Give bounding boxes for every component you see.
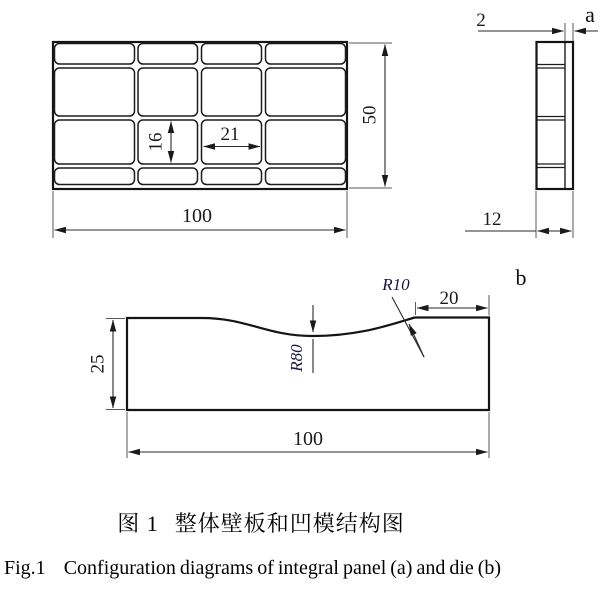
dimension-panel-depth	[465, 191, 573, 238]
panel-pocket	[138, 168, 198, 185]
dim-16-label: 16	[145, 132, 167, 152]
view-label-b: b	[515, 265, 527, 290]
panel-pocket	[55, 68, 135, 116]
dim-12-label: 12	[482, 209, 502, 230]
caption-chinese	[0, 507, 522, 538]
dimension-die-height	[87, 319, 125, 410]
panel-pocket	[55, 44, 135, 65]
dim-100-panel-label: 100	[182, 205, 212, 227]
dimension-die-width	[127, 412, 489, 458]
dim-25-label: 25	[87, 354, 109, 374]
panel-pocket	[202, 68, 262, 116]
panel-side-view	[537, 42, 574, 189]
callout-fillet-r10	[381, 275, 424, 357]
dim-21-label: 21	[220, 124, 240, 145]
dim-2-label: 2	[476, 10, 486, 31]
dim-100-die-label: 100	[293, 428, 323, 450]
panel-pocket	[266, 44, 346, 65]
die-profile	[127, 318, 489, 411]
caption-en-title: Configuration diagrams of integral panel (a) and die (b)	[63, 557, 502, 579]
view-label-a: a	[585, 2, 595, 27]
panel-pocket	[202, 44, 262, 65]
dimension-panel-width	[53, 191, 347, 238]
dimension-panel-height	[349, 43, 392, 188]
caption-en-number: Fig.1	[4, 557, 46, 579]
caption-zh-number: 图 1	[117, 511, 159, 536]
panel-pocket	[138, 44, 198, 65]
dimension-die-flat	[416, 288, 490, 316]
die-outline	[127, 318, 489, 411]
panel-pocket	[266, 68, 346, 116]
r10-label: R10	[382, 275, 410, 294]
panel-pocket	[138, 68, 198, 116]
panel-pocket	[55, 120, 135, 164]
dim-20-label: 20	[439, 288, 459, 309]
caption-english	[4, 557, 616, 580]
dimension-skin-thickness	[476, 10, 598, 41]
panel-pocket	[202, 168, 262, 185]
panel-pocket	[266, 120, 346, 164]
caption-zh-title: 整体壁板和凹模结构图	[174, 511, 405, 536]
panel-top-view	[53, 42, 347, 189]
callout-cavity-r80	[287, 305, 313, 373]
panel-pocket	[55, 168, 135, 185]
dim-50-label: 50	[359, 105, 381, 125]
r80-label: R80	[286, 344, 306, 372]
panel-pocket	[266, 168, 346, 185]
